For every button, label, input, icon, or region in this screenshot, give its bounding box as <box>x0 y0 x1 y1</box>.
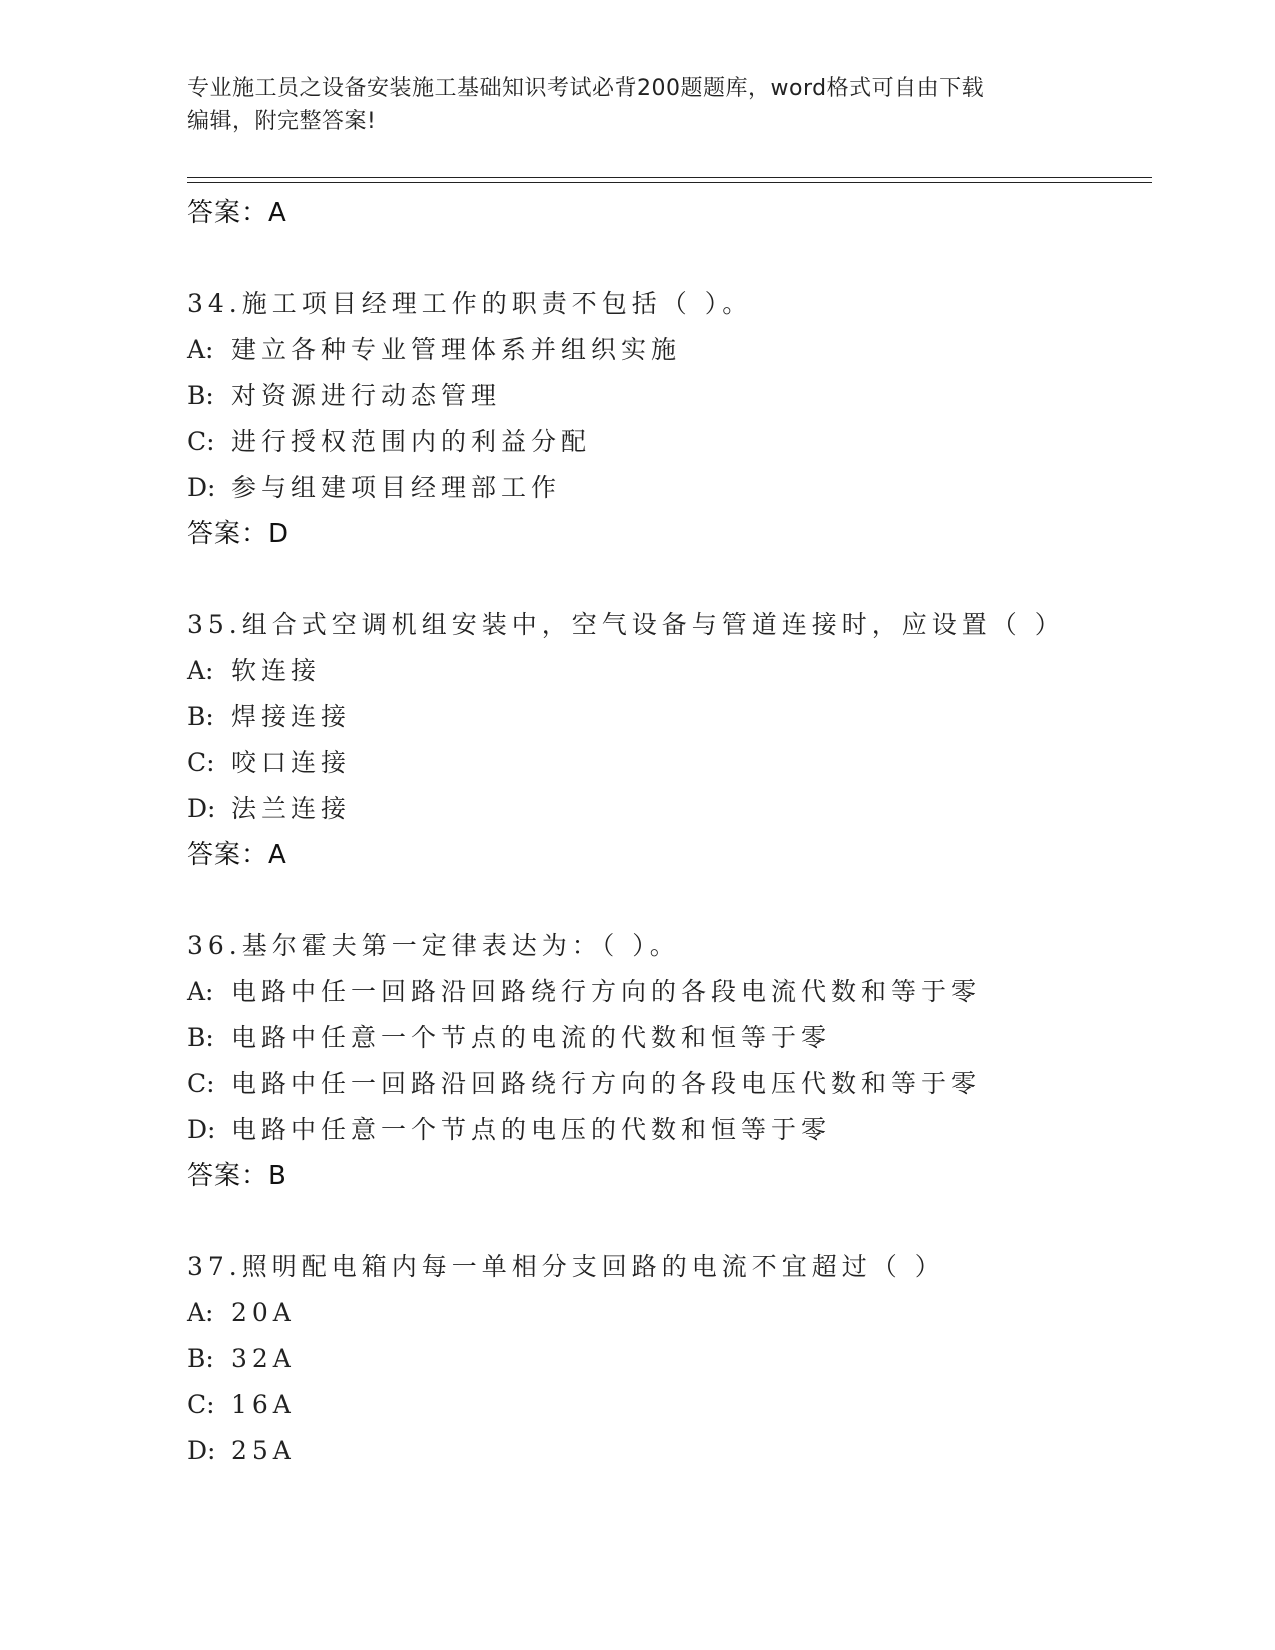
question-list <box>187 190 1147 1474</box>
answer-line: 答案：D <box>187 519 290 549</box>
header-line-1: 专业施工员之设备安装施工基础知识考试必背200题题库，word格式可自由下载 <box>187 76 985 101</box>
question-stem: 35.组合式空调机组安装中，空气设备与管道连接时，应设置（ ） <box>187 610 1065 639</box>
option-b <box>187 373 1147 419</box>
spacer <box>187 1199 1147 1244</box>
question-stem: 34.施工项目经理工作的职责不包括（ ）。 <box>187 289 753 318</box>
option-text: 对资源进行动态管理 <box>231 381 502 410</box>
option-c <box>187 740 1147 786</box>
option-d <box>187 465 1147 511</box>
option-key: A: <box>187 335 214 364</box>
option-c <box>187 419 1147 465</box>
spacer <box>187 236 1147 281</box>
option-a <box>187 1290 1147 1336</box>
question-block <box>187 281 1147 557</box>
option-key: D: <box>187 1115 216 1144</box>
option-a <box>187 327 1147 373</box>
answer-line: 答案：A <box>187 198 287 228</box>
option-text: 咬口连接 <box>231 748 352 777</box>
header-line-2: 编辑，附完整答案! <box>187 109 377 134</box>
option-key: B: <box>187 1023 214 1052</box>
option-key: C: <box>187 1069 215 1098</box>
option-text: 软连接 <box>231 656 322 685</box>
option-text: 焊接连接 <box>231 702 352 731</box>
option-text: 25A <box>231 1436 296 1465</box>
option-key: D: <box>187 794 216 823</box>
question-stem: 36.基尔霍夫第一定律表达为：（ ）。 <box>187 931 680 960</box>
option-key: C: <box>187 427 215 456</box>
option-text: 电路中任一回路沿回路绕行方向的各段电压代数和等于零 <box>231 1069 982 1098</box>
question-block <box>187 1244 1147 1474</box>
option-c <box>187 1061 1147 1107</box>
option-b <box>187 1015 1147 1061</box>
option-key: B: <box>187 1344 214 1373</box>
option-key: B: <box>187 381 214 410</box>
header-divider-top <box>187 177 1152 178</box>
option-text: 电路中任意一个节点的电压的代数和恒等于零 <box>231 1115 832 1144</box>
option-text: 进行授权范围内的利益分配 <box>231 427 592 456</box>
option-key: A: <box>187 977 214 1006</box>
option-text: 16A <box>231 1390 296 1419</box>
option-key: D: <box>187 1436 216 1465</box>
option-key: A: <box>187 656 214 685</box>
question-stem: 37.照明配电箱内每一单相分支回路的电流不宜超过（ ） <box>187 1252 945 1281</box>
option-d <box>187 1107 1147 1153</box>
answer-line: 答案：A <box>187 840 287 870</box>
option-text: 电路中任一回路沿回路绕行方向的各段电流代数和等于零 <box>231 977 982 1006</box>
option-a <box>187 969 1147 1015</box>
option-text: 建立各种专业管理体系并组织实施 <box>231 335 682 364</box>
option-key: B: <box>187 702 214 731</box>
question-block <box>187 602 1147 878</box>
header-divider-bottom <box>187 182 1152 183</box>
option-c <box>187 1382 1147 1428</box>
option-key: C: <box>187 1390 215 1419</box>
option-b <box>187 694 1147 740</box>
option-key: C: <box>187 748 215 777</box>
option-key: A: <box>187 1298 214 1327</box>
option-text: 32A <box>231 1344 296 1373</box>
option-text: 20A <box>231 1298 296 1327</box>
option-b <box>187 1336 1147 1382</box>
document-header <box>187 72 1087 138</box>
option-key: D: <box>187 473 216 502</box>
question-block <box>187 923 1147 1199</box>
answer-line: 答案：B <box>187 1161 287 1191</box>
option-d <box>187 1428 1147 1474</box>
spacer <box>187 557 1147 602</box>
option-a <box>187 648 1147 694</box>
option-text: 法兰连接 <box>231 794 352 823</box>
option-d <box>187 786 1147 832</box>
option-text: 参与组建项目经理部工作 <box>231 473 562 502</box>
option-text: 电路中任意一个节点的电流的代数和恒等于零 <box>231 1023 832 1052</box>
spacer <box>187 878 1147 923</box>
